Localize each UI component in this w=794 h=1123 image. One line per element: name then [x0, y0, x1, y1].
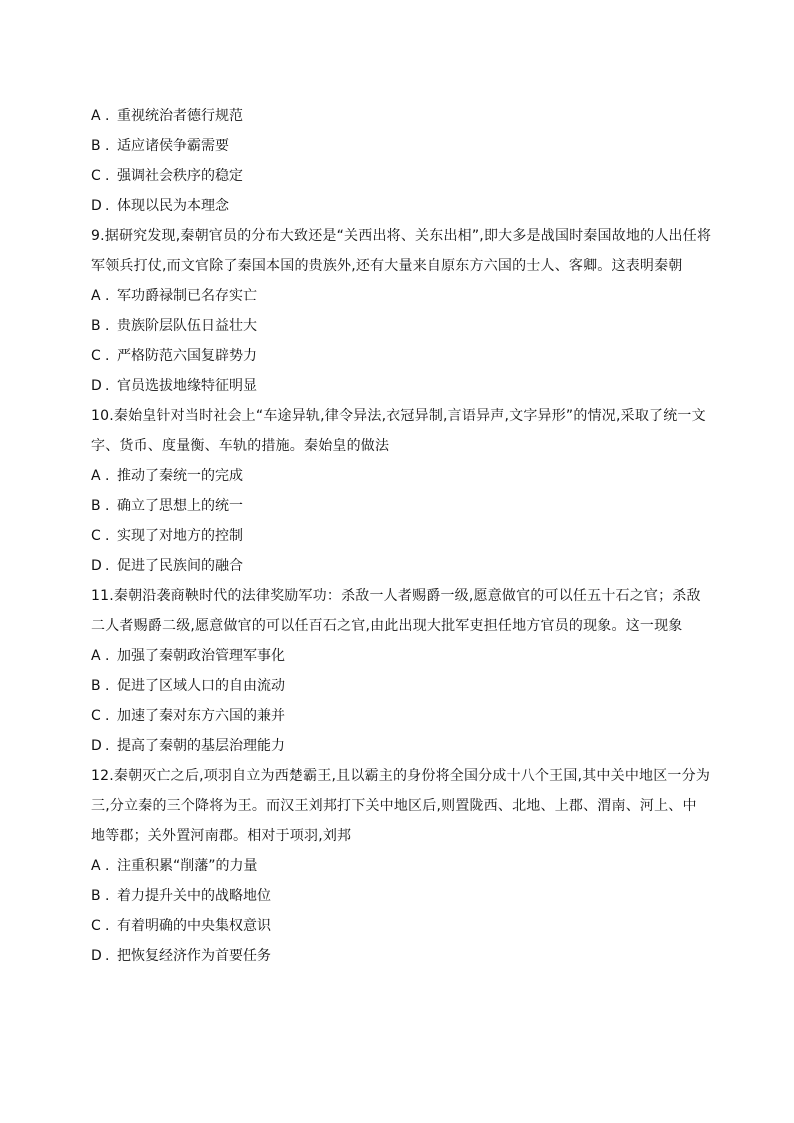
- option-text: 把恢复经济作为首要任务: [117, 948, 271, 964]
- q8-option-c: [91, 161, 711, 191]
- question-12: [91, 761, 711, 971]
- option-letter: B: [91, 678, 101, 694]
- q9-stem-line: 军领兵打仗,而文官除了秦国本国的贵族外,还有大量来自原东方六国的士人、客卿。这表明秦朝: [91, 258, 683, 274]
- option-dot: .: [105, 168, 110, 184]
- option-letter: C: [91, 918, 101, 934]
- option-letter: D: [91, 198, 102, 214]
- q11-stem-line: 11.秦朝沿袭商鞅时代的法律奖励军功：杀敌一人者赐爵一级,愿意做官的可以任五十石之官；杀敌: [91, 588, 701, 604]
- q12-option-c: [91, 911, 711, 941]
- option-dot: .: [105, 528, 110, 544]
- option-text: 适应诸侯争霸需要: [117, 138, 229, 154]
- option-letter: D: [91, 558, 102, 574]
- q12-option-b: [91, 881, 711, 911]
- q9-option-a: [91, 281, 711, 311]
- q10-stem: [91, 401, 711, 461]
- q8-options: [91, 101, 711, 221]
- question-content: [91, 101, 711, 971]
- option-letter: C: [91, 708, 101, 724]
- q9-option-b: [91, 311, 711, 341]
- option-letter: B: [91, 138, 101, 154]
- option-letter: A: [91, 108, 101, 124]
- q8-option-b: [91, 131, 711, 161]
- option-text: 严格防范六国复辟势力: [117, 348, 257, 364]
- option-dot: .: [105, 378, 110, 394]
- option-dot: .: [105, 918, 110, 934]
- option-letter: A: [91, 288, 101, 304]
- q8-option-a: [91, 101, 711, 131]
- option-dot: .: [105, 498, 110, 514]
- option-letter: A: [91, 858, 101, 874]
- option-text: 促进了民族间的融合: [117, 558, 243, 574]
- q12-option-d: [91, 941, 711, 971]
- option-dot: .: [105, 318, 110, 334]
- option-dot: .: [105, 138, 110, 154]
- q9-option-c: [91, 341, 711, 371]
- q11-option-d: [91, 731, 711, 761]
- option-letter: D: [91, 948, 102, 964]
- option-letter: B: [91, 498, 101, 514]
- q12-option-a: [91, 851, 711, 881]
- q11-option-a: [91, 641, 711, 671]
- option-dot: .: [105, 288, 110, 304]
- option-letter: D: [91, 738, 102, 754]
- q11-option-b: [91, 671, 711, 701]
- option-text: 提高了秦朝的基层治理能力: [117, 738, 285, 754]
- q12-stem-line: 三,分立秦的三个降将为王。而汉王刘邦打下关中地区后,则置陇西、北地、上郡、渭南、河上、中: [91, 798, 697, 814]
- option-letter: B: [91, 318, 101, 334]
- q11-option-c: [91, 701, 711, 731]
- q12-stem-line: 地等郡；关外置河南郡。相对于项羽,刘邦: [91, 828, 352, 844]
- option-dot: .: [105, 468, 110, 484]
- option-letter: C: [91, 168, 101, 184]
- option-letter: B: [91, 888, 101, 904]
- option-text: 军功爵禄制已名存实亡: [117, 288, 257, 304]
- option-letter: C: [91, 528, 101, 544]
- option-dot: .: [105, 858, 110, 874]
- question-9: [91, 221, 711, 401]
- q10-option-b: [91, 491, 711, 521]
- question-11: [91, 581, 711, 761]
- option-text: 重视统治者德行规范: [117, 108, 243, 124]
- option-text: 官员选拔地缘特征明显: [117, 378, 257, 394]
- option-letter: A: [91, 648, 101, 664]
- option-text: 着力提升关中的战略地位: [117, 888, 271, 904]
- option-dot: .: [105, 348, 110, 364]
- option-letter: C: [91, 348, 101, 364]
- option-text: 实现了对地方的控制: [117, 528, 243, 544]
- option-dot: .: [105, 558, 110, 574]
- q10-stem-line: 字、货币、度量衡、车轨的措施。秦始皇的做法: [91, 438, 390, 454]
- q9-stem-line: 9.据研究发现,秦朝官员的分布大致还是“关西出将、关东出相”,即大多是战国时秦国故地的人出任将: [91, 228, 712, 244]
- option-dot: .: [105, 948, 110, 964]
- option-text: 推动了秦统一的完成: [117, 468, 243, 484]
- q10-option-c: [91, 521, 711, 551]
- option-letter: D: [91, 378, 102, 394]
- option-text: 有着明确的中央集权意识: [117, 918, 271, 934]
- q10-option-d: [91, 551, 711, 581]
- option-dot: .: [105, 108, 110, 124]
- option-dot: .: [105, 198, 110, 214]
- q11-stem: [91, 581, 711, 641]
- option-letter: A: [91, 468, 101, 484]
- q8-option-d: [91, 191, 711, 221]
- option-dot: .: [105, 888, 110, 904]
- q12-stem-line: 12.秦朝灭亡之后,项羽自立为西楚霸王,且以霸主的身份将全国分成十八个王国,其中关中地区一分为: [91, 768, 711, 784]
- option-dot: .: [105, 648, 110, 664]
- q9-stem: [91, 221, 711, 281]
- option-dot: .: [105, 738, 110, 754]
- q12-stem: [91, 761, 711, 851]
- option-dot: .: [105, 678, 110, 694]
- option-text: 加强了秦朝政治管理军事化: [117, 648, 285, 664]
- option-text: 注重积累“削藩”的力量: [117, 858, 258, 874]
- option-text: 强调社会秩序的稳定: [117, 168, 243, 184]
- option-text: 加速了秦对东方六国的兼并: [117, 708, 285, 724]
- question-10: [91, 401, 711, 581]
- q10-stem-line: 10.秦始皇针对当时社会上“车途异轨,律令异法,衣冠异制,言语异声,文字异形”的情况,采取了统一文: [91, 408, 706, 424]
- q11-stem-line: 二人者赐爵二级,愿意做官的可以任百石之官,由此出现大批军吏担任地方官员的现象。这一现象: [91, 618, 683, 634]
- q9-option-d: [91, 371, 711, 401]
- option-text: 确立了思想上的统一: [117, 498, 243, 514]
- option-text: 贵族阶层队伍日益壮大: [117, 318, 257, 334]
- option-text: 促进了区域人口的自由流动: [117, 678, 285, 694]
- q10-option-a: [91, 461, 711, 491]
- option-dot: .: [105, 708, 110, 724]
- option-text: 体现以民为本理念: [117, 198, 229, 214]
